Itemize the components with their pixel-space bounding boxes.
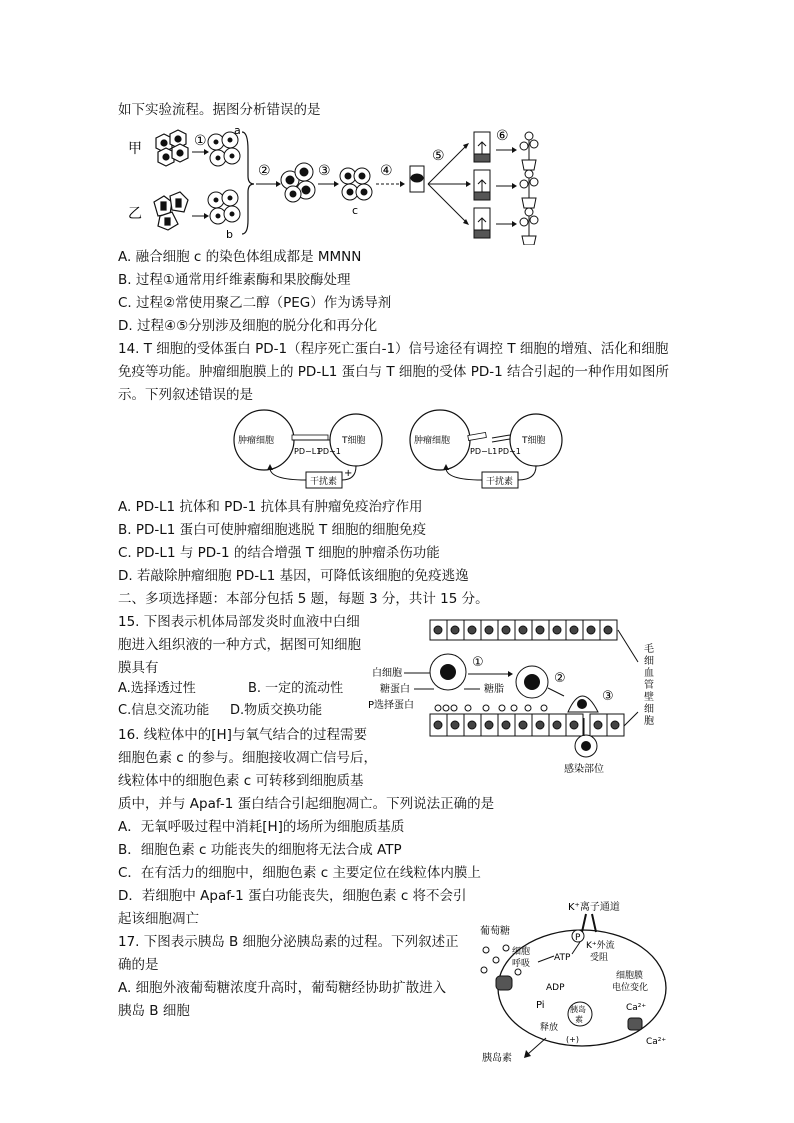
q13-option-c: C. 过程②常使用聚乙二醇（PEG）作为诱导剂 [118,295,392,311]
q13-option-a: A. 融合细胞 c 的染色体组成都是 MMNN [118,249,362,265]
capillary-wall-bottom [430,714,624,736]
hybrid-cell-c [340,168,372,200]
plantlet-tubes [474,132,490,238]
q14-figure [230,408,590,500]
step-4: ④ [380,163,393,179]
q17-figure [476,898,686,1063]
q14-stem-line: 免疫等功能。肿瘤细胞膜上的 PD-L1 蛋白与 T 细胞的受体 PD-1 结合引起的一种作用如图所 [118,364,670,380]
q13-option-d: D. 过程④⑤分别涉及细胞的脱分化和再分化 [118,318,378,334]
glucose-transporter [496,976,512,990]
section-heading: 二、多项选择题：本部分包括 5 题，每题 3 分，共计 15 分。 [118,591,489,607]
q15-option-b: B. 一定的流动性 [248,681,344,696]
q16-option-c: C．在有活力的细胞中，细胞色素 c 主要定位在线粒体内膜上 [118,865,481,881]
q13-intro: 如下实验流程。据图分析错误的是 [118,102,321,118]
tumor-label-left: 肿瘤细胞 [238,436,275,446]
q16-line: 质中，并与 Apaf-1 蛋白结合引起细胞凋亡。下列说法正确的是 [118,796,495,812]
tcell-label-left: T细胞 [342,436,366,446]
q16-option-d-cont: 起该细胞凋亡 [118,911,199,927]
label-yi: 乙 [128,206,142,222]
insulin-in-label-2: 素 [575,1015,583,1024]
q15-step-2: ② [554,671,566,686]
q13-option-b: B. 过程①通常用纤维素酶和果胶酶处理 [118,272,351,288]
k-channel-label: K⁺离子通道 [568,902,620,913]
q15-stem-line: 15. 下图表示机体局部发炎时血液中白细 [118,614,360,630]
q15-option-c: C.信息交流功能 [118,703,210,718]
q14-option-b: B. PD-L1 蛋白可使肿瘤细胞逃脱 T 细胞的细胞免疫 [118,522,426,538]
q15-option-d: D.物质交换功能 [230,703,323,718]
insulin-out-label: 胰岛素 [482,1053,512,1063]
pdl1-label-right: PD−L1 [470,447,498,456]
pd1-label-right: PD−1 [498,447,521,456]
step-6: ⑥ [496,128,509,144]
pi-label: Pi [536,1000,545,1011]
q14-option-c: C. PD-L1 与 PD-1 的结合增强 T 细胞的肿瘤杀伤功能 [118,545,440,561]
tumor-label-right: 肿瘤细胞 [414,436,451,446]
pd1-label-left: PD−1 [318,447,341,456]
q17-line: 确的是 [118,957,159,973]
q14-stem-line: 示。下列叙述错误的是 [118,387,253,403]
step-2: ② [258,163,271,179]
q17-option-a-cont: 胰岛 B 细胞 [118,1003,190,1019]
p-label: P [575,933,581,943]
k-efflux-label-1: K⁺外流 [586,941,615,951]
q16-option-d: D．若细胞中 Apaf-1 蛋白功能丧失，细胞色素 c 将不会引 [118,888,467,904]
interferon-label-right: 干扰素 [486,477,514,487]
ca-out-label: Ca²⁺ [646,1037,667,1047]
q16-line: 细胞色素 c 的参与。细胞接收凋亡信号后， [118,750,378,766]
q15-figure [368,612,668,784]
step-1: ① [194,133,207,149]
wbc-label: 白细胞 [372,668,402,679]
membrane-label-1: 细胞膜 [616,971,644,981]
label-jia: 甲 [128,141,142,157]
cell-cluster-jia [156,130,188,166]
q16-line: 线粒体中的细胞色素 c 可转移到细胞质基 [118,773,364,789]
k-efflux-label-2: 受阻 [590,953,609,963]
svg-text:+: + [344,468,353,479]
capillary-label: 毛细血管壁细胞 [644,644,654,727]
q17-line: 17. 下图表示胰岛 B 细胞分泌胰岛素的过程。下列叙述正 [118,934,459,950]
respiration-label-1: 细胞 [512,947,531,957]
label-a: a [234,124,241,137]
protoplast-b [208,190,240,224]
q17-option-a: A. 细胞外液葡萄糖浓度升高时，葡萄糖经协助扩散进入 [118,980,447,996]
infection-label: 感染部位 [564,764,604,775]
capillary-wall-top [430,620,617,640]
glycolipid-label: 糖脂 [484,684,504,695]
q16-option-a: A．无氧呼吸过程中消耗[H]的场所为细胞质基质 [118,819,405,835]
q16-line: 16. 线粒体中的[H]与氧气结合的过程需要 [118,727,367,743]
q13-figure [118,120,558,245]
release-label: 释放 [540,1023,559,1033]
q15-step-1: ① [472,655,484,670]
q14-stem-line: 14. T 细胞的受体蛋白 PD-1（程序死亡蛋白-1）信号途径有调控 T 细胞的增殖、活化和细胞 [118,341,669,357]
membrane-label-2: 电位变化 [612,983,649,993]
label-c: c [352,204,359,217]
p-selectin-markers [435,705,547,711]
fused-cells [281,163,315,202]
tcell-label-right: T细胞 [522,436,546,446]
cell-cluster-yi [154,192,188,230]
q15-stem-line: 膜具有 [118,660,159,676]
potted-plants [520,132,538,245]
glucose-label: 葡萄糖 [480,926,510,937]
q16-option-b: B．细胞色素 c 功能丧失的细胞将无法合成 ATP [118,842,402,858]
protoplast-a [208,132,240,166]
plus-label: (+) [566,1035,579,1044]
q14-option-a: A. PD-L1 抗体和 PD-1 抗体具有肿瘤免疫治疗作用 [118,499,423,515]
ca-in-label: Ca²⁺ [626,1003,647,1013]
p-selectin-label: P选择蛋白 [368,700,415,711]
step-5: ⑤ [432,148,445,164]
step-3: ③ [318,163,331,179]
callus-tube [410,166,424,192]
q14-option-d: D. 若敲除肿瘤细胞 PD-L1 基因，可降低该细胞的免疫逃逸 [118,568,469,584]
ca-channel [628,1018,642,1030]
pdl1-label-left: PD−L1 [294,447,322,456]
atp-label: ATP [554,953,571,963]
q15-stem-line: 胞进入组织液的一种方式，据图可知细胞 [118,637,361,653]
glycoprotein-label: 糖蛋白 [380,684,410,695]
adp-label: ADP [546,983,565,993]
respiration-label-2: 呼吸 [512,959,531,969]
q15-step-3: ③ [602,689,614,704]
label-b: b [226,228,233,241]
q15-option-a: A.选择透过性 [118,681,196,696]
interferon-label-left: 干扰素 [310,477,338,487]
insulin-in-label-1: 胰岛 [570,1005,586,1014]
